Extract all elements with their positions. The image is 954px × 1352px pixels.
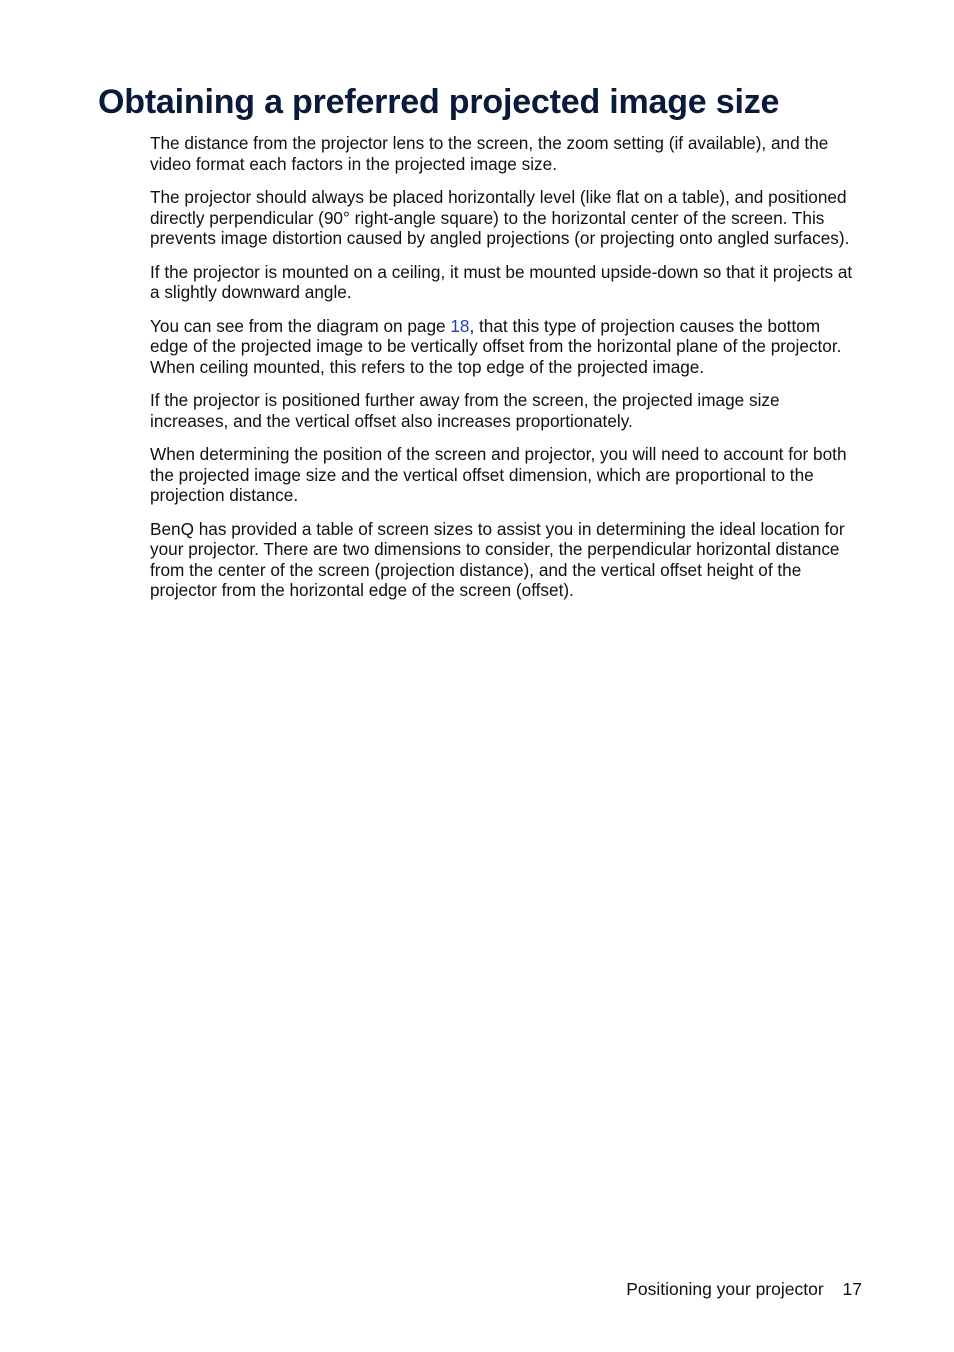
paragraph-text-after-link: , that this type of projection causes the bottom edge of the projected image to be vertically offset from the horizontal plane of the projector. When ceiling mounted, this refers to the top edge of the projected image. xyxy=(150,315,842,377)
paragraph-level-placement: The projector should always be placed horizontally level (like flat on a table), and positioned directly perpendicular (90° right-angle square) to the horizontal center of the screen. This prevents image distortion caused by angled projections (or projecting onto angled surfaces). xyxy=(150,187,850,248)
paragraph-distance-increase: If the projector is positioned further away from the screen, the projected image size increases, and the vertical offset also increases proportionately. xyxy=(150,390,780,431)
page-reference-link[interactable]: 18 xyxy=(450,315,470,336)
page-title: Obtaining a preferred projected image size xyxy=(98,83,780,121)
paragraph-ceiling-mount: If the projector is mounted on a ceiling, it must be mounted upside-down so that it projects at a slightly downward angle. xyxy=(150,261,853,302)
paragraph-screen-size-table: BenQ has provided a table of screen sizes to assist you in determining the ideal location for your projector. There are two dimensions to consider, the perpendicular horizontal distance from the center of the screen (projection distance), and the vertical offset height of the projector from the horizontal edge of the screen (offset). xyxy=(150,518,845,600)
paragraph-text-before-link: You can see from the diagram on page xyxy=(150,315,451,336)
paragraph-determining-position: When determining the position of the screen and projector, you will need to account for both the projected image size and the vertical offset dimension, which are proportional to the projection distance. xyxy=(150,444,847,505)
paragraph-diagram-reference xyxy=(150,316,856,378)
page-footer xyxy=(626,1278,862,1300)
footer-section-title: Positioning your projector xyxy=(626,1279,824,1299)
page-number: 17 xyxy=(842,1279,862,1299)
body-text xyxy=(150,133,856,614)
paragraph-distance-factors: The distance from the projector lens to the screen, the zoom setting (if available), and the video format each factors in the projected image size. xyxy=(150,133,829,174)
